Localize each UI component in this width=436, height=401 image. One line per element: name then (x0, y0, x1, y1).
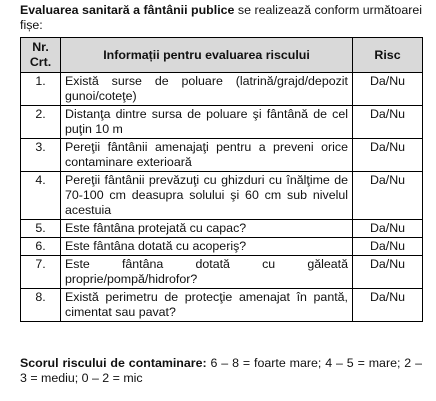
row-number: 8. (21, 289, 61, 322)
row-risc: Da/Nu (353, 106, 423, 139)
row-risc: Da/Nu (353, 139, 423, 172)
intro-bold-title: Evaluarea sanitară a fântânii publice (20, 3, 235, 17)
row-text: Există surse de poluare (latrină/grajd/depozit gunoi/coteţe) (61, 73, 353, 106)
table-row (21, 73, 423, 106)
table-row (21, 289, 423, 322)
row-number: 4. (21, 172, 61, 220)
row-risc: Da/Nu (353, 238, 423, 256)
header-informatii: Informații pentru evaluarea riscului (61, 38, 353, 73)
table-row (21, 220, 423, 238)
row-risc: Da/Nu (353, 289, 423, 322)
row-text: Pereţii fântânii prevăzuţi cu ghizduri cu înălţime de 70-100 cm deasupra solului şi 60 cm sub nivelul acestuia (61, 172, 353, 220)
table-row (21, 172, 423, 220)
row-number: 2. (21, 106, 61, 139)
intro-paragraph (20, 3, 422, 33)
row-text: Este fântâna dotată cu găleată proprie/pompă/hidrofor? (61, 256, 353, 289)
row-number: 5. (21, 220, 61, 238)
header-nr-crt: Nr. Crt. (21, 38, 61, 73)
intro-text: se realizează conform următoarei fișe: (20, 3, 422, 32)
row-risc: Da/Nu (353, 172, 423, 220)
score-text: 6 – 8 = foarte mare; 4 – 5 = mare; 2 – 3 = mediu; 0 – 2 = mic (20, 356, 422, 385)
row-number: 1. (21, 73, 61, 106)
row-number: 3. (21, 139, 61, 172)
table-header-row (21, 38, 423, 73)
row-risc: Da/Nu (353, 220, 423, 238)
table-row (21, 106, 423, 139)
row-number: 7. (21, 256, 61, 289)
table-row (21, 256, 423, 289)
row-text: Distanţa dintre sursa de poluare şi fântână de cel puţin 10 m (61, 106, 353, 139)
contamination-score-paragraph (20, 356, 422, 386)
risk-evaluation-table (20, 37, 423, 322)
row-text: Este fântâna protejată cu capac? (61, 220, 353, 238)
table-row (21, 238, 423, 256)
row-text: Pereţii fântânii amenajaţi pentru a preveni orice contaminare exterioară (61, 139, 353, 172)
row-text: Există perimetru de protecţie amenajat în pantă, cimentat sau pavat? (61, 289, 353, 322)
score-bold-label: Scorul riscului de contaminare: (20, 356, 207, 370)
row-text: Este fântâna dotată cu acoperiş? (61, 238, 353, 256)
row-risc: Da/Nu (353, 256, 423, 289)
row-number: 6. (21, 238, 61, 256)
table-row (21, 139, 423, 172)
header-risc: Risc (353, 38, 423, 73)
row-risc: Da/Nu (353, 73, 423, 106)
